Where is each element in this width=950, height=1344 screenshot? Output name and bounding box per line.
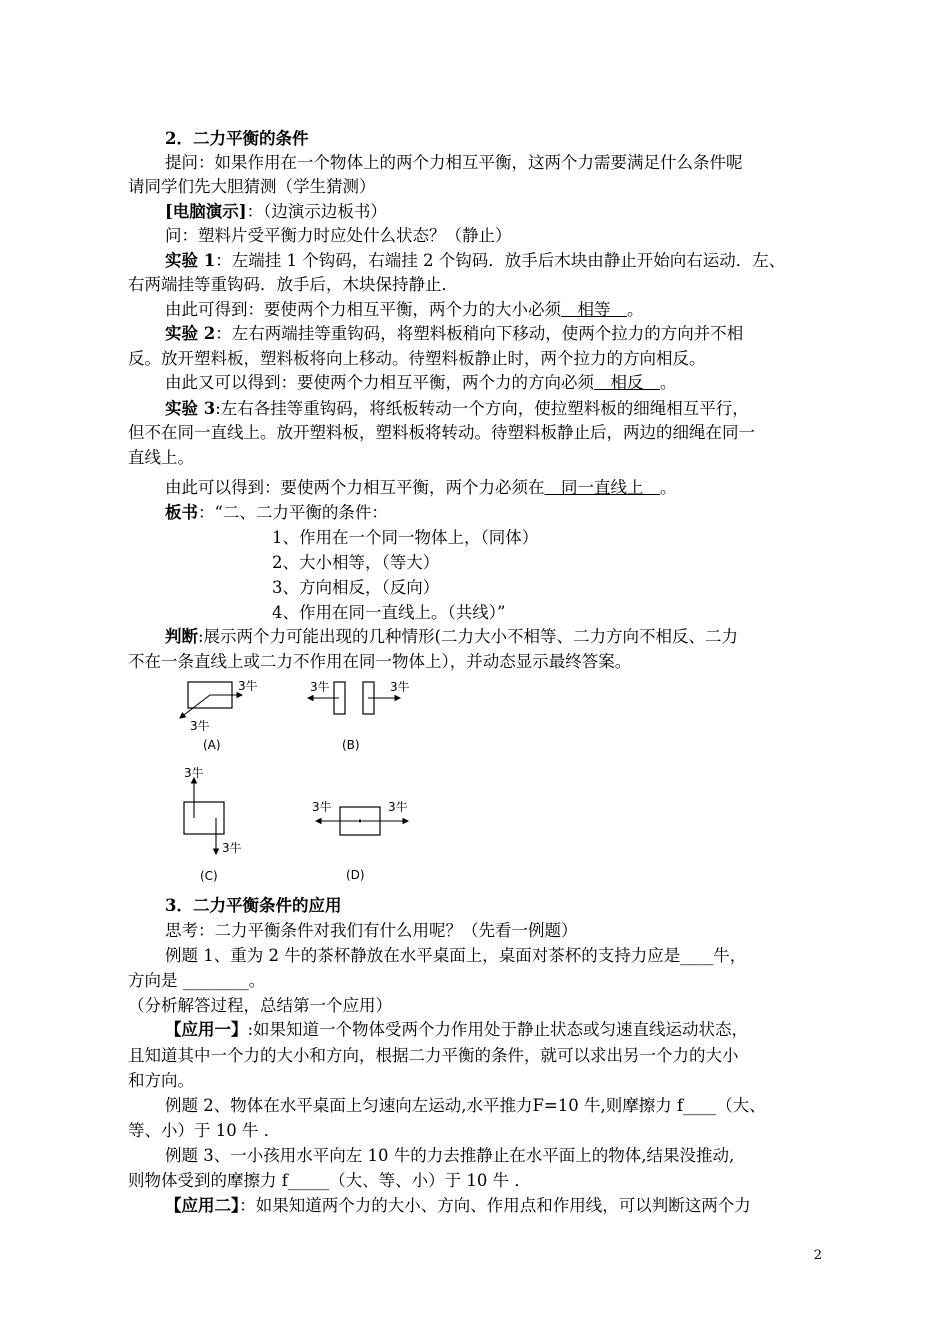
figure-b bbox=[300, 674, 430, 754]
application-2-line-1 bbox=[165, 1194, 751, 1218]
judge-line-1 bbox=[165, 625, 738, 649]
figure-d-point bbox=[359, 820, 362, 823]
figure-b-force-left: 3牛 bbox=[310, 680, 330, 694]
figure-a-diagonal-arrow bbox=[180, 695, 210, 718]
demo-label: [电脑演示] bbox=[165, 202, 247, 221]
conclusion-3-end: 。 bbox=[660, 478, 677, 497]
example-1-line-2: 方向是 ________。 bbox=[128, 971, 266, 990]
conclusion-2 bbox=[165, 371, 677, 395]
conclusion-3-answer: 同一直线上 bbox=[544, 478, 660, 497]
experiment-2-text: ：左右两端挂等重钩码，将塑料板稍向下移动，使两个拉力的方向并不相 bbox=[215, 324, 744, 343]
experiment-1-line-2: 右两端挂等重钩码．放手后，木块保持静止． bbox=[128, 275, 458, 294]
demo-text: ：（边演示边板书） bbox=[246, 202, 387, 221]
conclusion-2-text: 由此又可以得到：要使两个力相互平衡，两个力的方向必须 bbox=[165, 373, 594, 392]
ask-line: 问：塑料片受平衡力时应处什么状态？（静止） bbox=[165, 226, 512, 245]
board-title: ：“二、二力平衡的条件： bbox=[198, 503, 388, 522]
example-2-line-1: 例题 2、物体在水平桌面上匀速向左运动,水平推力F=10 牛,则摩擦力 f____（大、 bbox=[165, 1096, 766, 1115]
conclusion-1 bbox=[165, 298, 644, 322]
example-2-line-2: 等、小）于 10 牛 ． bbox=[128, 1121, 281, 1140]
board-line-2: 2、大小相等，（等大） bbox=[272, 553, 440, 572]
judge-label: 判断 bbox=[165, 627, 198, 646]
application-1-text: :如果知道一个物体受两个力作用处于静止状态或匀速直线运动状态， bbox=[247, 1020, 749, 1039]
figure-c-block bbox=[184, 802, 224, 834]
figure-d-force-left: 3牛 bbox=[312, 800, 332, 814]
figure-a bbox=[168, 674, 268, 754]
figure-b-force-right: 3牛 bbox=[390, 680, 410, 694]
application-2-label: 【应用二】 bbox=[165, 1196, 240, 1215]
think-line: 思考：二力平衡条件对我们有什么用呢？（先看一例题） bbox=[165, 921, 578, 940]
figure-d bbox=[308, 794, 428, 886]
board-line-3: 3、方向相反，（反向） bbox=[272, 578, 440, 597]
figure-b-caption: (B) bbox=[342, 738, 360, 752]
figure-d-force-right: 3牛 bbox=[388, 800, 408, 814]
demo-line bbox=[165, 200, 387, 224]
section-2-heading: 2．二力平衡的条件 bbox=[165, 129, 309, 148]
example-1-line-1: 例题 1、重为 2 牛的茶杯静放在水平桌面上，桌面对茶杯的支持力应是____牛， bbox=[165, 946, 747, 965]
experiment-2-line-2: 反。放开塑料板，塑料板将向上移动。待塑料板静止时，两个拉力的方向相反。 bbox=[128, 349, 706, 368]
experiment-3-line-2: 但不在同一直线上。放开塑料板，塑料板将转动。待塑料板静止后，两边的细绳在同一 bbox=[128, 423, 755, 442]
experiment-2-line-1 bbox=[165, 322, 743, 346]
board-label: 板书 bbox=[165, 503, 198, 522]
experiment-2-label: 实验 2 bbox=[165, 324, 216, 343]
conclusion-1-end: 。 bbox=[627, 300, 644, 319]
conclusion-1-text: 由此可得到：要使两个力相互平衡，两个力的大小必须 bbox=[165, 300, 561, 319]
experiment-1-text: ：左端挂 1 个钩码，右端挂 2 个钩码．放手后木块由静止开始向右运动．左、 bbox=[215, 251, 786, 270]
board-line-4: 4、作用在同一直线上。（共线）” bbox=[272, 603, 506, 622]
experiment-3-text: :左右各挂等重钩码，将纸板转动一个方向，使拉塑料板的细绳相互平行， bbox=[215, 399, 749, 418]
board-line-1: 1、作用在一个同一物体上，（同体） bbox=[272, 528, 539, 547]
figure-c bbox=[170, 764, 270, 886]
question-line-2: 请同学们先大胆猜测（学生猜测） bbox=[128, 177, 376, 196]
experiment-1-label: 实验 1 bbox=[165, 251, 216, 270]
figure-a-caption: (A) bbox=[203, 738, 221, 752]
example-3-line-1: 例题 3、一小孩用水平向左 10 牛的力去推静止在水平面上的物体,结果没推动, bbox=[165, 1146, 735, 1165]
conclusion-2-answer: 相反 bbox=[594, 373, 660, 392]
application-1-line-3: 和方向。 bbox=[128, 1071, 194, 1090]
page-number: 2 bbox=[813, 1248, 822, 1263]
section-3-heading: 3．二力平衡条件的应用 bbox=[165, 896, 342, 915]
figure-d-caption: (D) bbox=[346, 868, 365, 882]
application-1-label: 【应用一】 bbox=[165, 1020, 248, 1039]
figure-c-force-down: 3牛 bbox=[222, 841, 242, 855]
experiment-3-label: 实验 3 bbox=[165, 399, 216, 418]
experiment-1-line-1 bbox=[165, 249, 785, 273]
figure-c-caption: (C) bbox=[200, 869, 218, 883]
judge-line-2: 不在一条直线上或二力不作用在同一物体上），并动态显示最终答案。 bbox=[128, 652, 632, 671]
application-1-line-2: 且知道其中一个力的大小和方向，根据二力平衡的条件，就可以求出另一个力的大小 bbox=[128, 1046, 739, 1065]
conclusion-2-end: 。 bbox=[660, 373, 677, 392]
figure-a-force-left: 3牛 bbox=[190, 719, 210, 733]
experiment-3-line-3: 直线上。 bbox=[128, 448, 194, 467]
judge-text: :展示两个力可能出现的几种情形(二力大小不相等、二力方向不相反、二力 bbox=[198, 627, 738, 646]
example-3-line-2: 则物体受到的摩擦力 f_____（大、等、小）于 10 牛 ． bbox=[128, 1171, 531, 1190]
application-1-line-1 bbox=[165, 1018, 748, 1042]
experiment-3-line-1 bbox=[165, 397, 749, 421]
board-line-0 bbox=[165, 501, 388, 525]
conclusion-3 bbox=[165, 476, 677, 500]
analysis-line: （分析解答过程，总结第一个应用） bbox=[128, 996, 392, 1015]
application-2-text: ：如果知道两个力的大小、方向、作用点和作用线，可以判断这两个力 bbox=[239, 1196, 751, 1215]
conclusion-3-text: 由此可以得到：要使两个力相互平衡，两个力必须在 bbox=[165, 478, 545, 497]
conclusion-1-answer: 相等 bbox=[561, 300, 627, 319]
figure-a-force-right: 3牛 bbox=[238, 679, 258, 693]
question-line-1: 提问：如果作用在一个物体上的两个力相互平衡，这两个力需要满足什么条件呢 bbox=[165, 153, 743, 172]
figure-c-force-up: 3牛 bbox=[184, 766, 204, 780]
